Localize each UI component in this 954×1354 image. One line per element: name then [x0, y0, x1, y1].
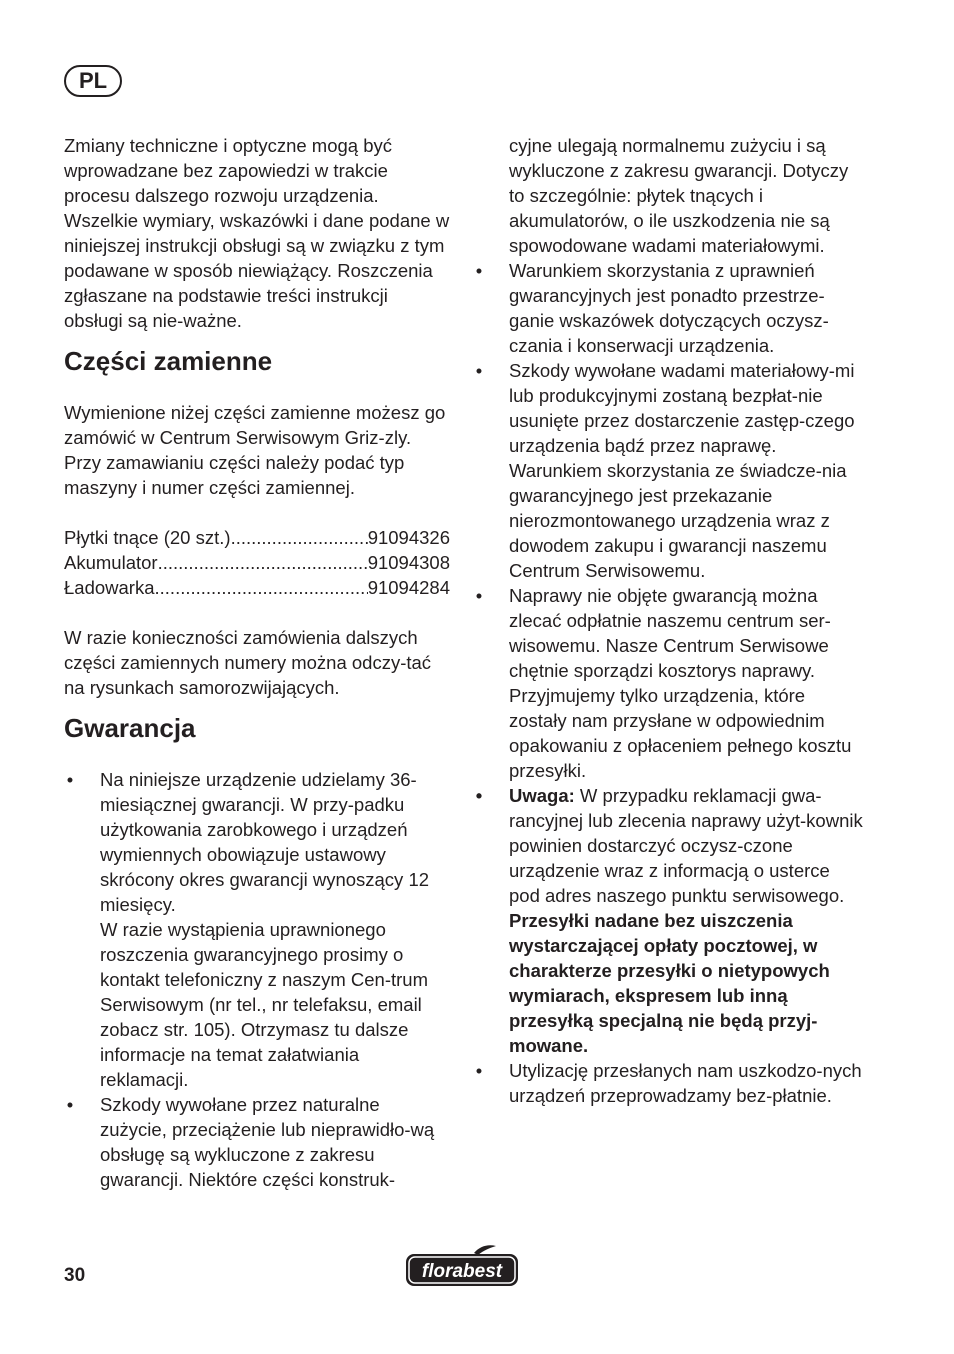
page-number: 30: [64, 1265, 86, 1286]
warranty-item-text: Szkody wywołane przez naturalne zużycie, przeciążenie lub nieprawidło-wą obsługę są wykluczone z zakresu gwarancji. Niektóre części konstruk-: [100, 1094, 435, 1190]
bullet-icon: [473, 583, 485, 608]
note-label: Uwaga:: [509, 785, 575, 806]
bullet-icon: [64, 1092, 76, 1117]
warranty-heading: Gwarancja: [64, 713, 196, 743]
warranty-item-text: Utylizację przesłanych nam uszkodzo-nych urządzeń przeprowadzamy bez-płatnie.: [509, 1060, 862, 1106]
part-name: Akumulator: [64, 552, 158, 573]
spare-part-row: [64, 550, 450, 575]
spare-part-row: [64, 575, 450, 600]
intro-paragraph: Zmiany techniczne i optyczne mogą być wprowadzane bez zapowiedzi w trakcie procesu dalszego rozwoju urządzenia. Wszelkie wymiary, wskazówki i dane podane w niniejszej instrukcji obsługi są w związku z tym podawane w sposób niewiążący. Roszczenia zgłaszane na podstawie treści instrukcji obsługi są nie-ważne.: [64, 135, 450, 331]
warranty-list-left: [64, 767, 450, 1192]
leader-dots: [231, 525, 368, 550]
leader-dots: [158, 550, 368, 575]
spare-parts-outro: W razie konieczności zamówienia dalszych części zamiennych numery można odczy-tać na rysunkach samorozwijających.: [64, 627, 432, 698]
bullet-icon: [473, 358, 485, 383]
language-badge: PL: [64, 65, 122, 97]
note-text: W przypadku reklamacji gwa-rancyjnej lub zlecenia naprawy użyt-kownik powinien dostarczyć oczysz-czone urządzenie wraz z informacją o usterce pod adres naszego punktu serwisowego.: [509, 785, 863, 906]
part-name: Płytki tnące (20 szt.): [64, 527, 231, 548]
left-column: [64, 133, 450, 1192]
bullet-icon: [473, 1058, 485, 1083]
spare-part-row: [64, 525, 450, 550]
florabest-logo: [404, 1244, 520, 1290]
warranty-item: [473, 583, 863, 783]
warranty-list-right: [473, 258, 863, 1108]
bullet-icon: [473, 258, 485, 283]
warranty-note-item: [473, 783, 863, 1058]
spare-parts-intro: Wymienione niżej części zamienne możesz go zamówić w Centrum Serwisowym Griz-zly. Przy zamawianiu części należy podać typ maszyny i numer części zamiennej.: [64, 402, 446, 498]
logo-text: florabest: [421, 1261, 503, 1282]
warranty-item-text: Szkody wywołane wadami materiałowy-mi lub produkcyjnymi zostaną bezpłat-nie usunięte przez dostarczenie zastęp-czego urządzenia bądź przez naprawę. Warunkiem skorzystania ze świadcze-nia gwarancyjnego jest przekazanie nierozmontowanego urządzenia wraz z dowodem zakupu i gwarancji naszemu Centrum Serwisowemu.: [509, 360, 855, 581]
part-number: 91094308: [367, 552, 450, 573]
spare-parts-list: [64, 525, 450, 600]
warranty-item-text-cont: W razie wystąpienia uprawnionego roszczenia gwarancyjnego prosimy o kontakt telefoniczny z naszym Cen-trum Serwisowym (nr tel., nr telefaksu, email zobacz str. 105). Otrzymasz tu dalsze informacje na temat załatwiania reklamacji.: [100, 919, 428, 1090]
warranty-item-text: Na niniejsze urządzenie udzielamy 36-miesiącznej gwarancji. W przy-padku użytkowania zarobkowego i urządzeń wymiennych obowiązuje ustawowy skrócony okres gwarancji wynoszący 12 miesięcy.: [100, 769, 430, 915]
part-number: 91094284: [367, 577, 450, 598]
bullet-icon: [473, 783, 485, 808]
warranty-item-continued: cyjne ulegają normalnemu zużyciu i są wykluczone z zakresu gwarancji. Dotyczy to szczególnie: płytek tnących i akumulatorów, o ile uszkodzenia nie są spowodowane wadami materiałowymi.: [509, 135, 849, 256]
leader-dots: [155, 575, 368, 600]
note-bold-text: Przesyłki nadane bez uiszczenia wystarczającej opłaty pocztowej, w charakterze przesyłki o nietypowych wymiarach, ekspresem lub inną przesyłką specjalną nie będą przyj-mowane.: [509, 910, 830, 1056]
warranty-item: [64, 767, 450, 1092]
logo-leaf: [474, 1245, 496, 1255]
warranty-item: [64, 1092, 450, 1192]
part-name: Ładowarka: [64, 577, 155, 598]
warranty-item: [473, 1058, 863, 1108]
warranty-item: [473, 258, 863, 358]
warranty-item-text: Warunkiem skorzystania z uprawnień gwarancyjnych jest ponadto przestrze-ganie wskazówek dotyczących oczysz-czania i konserwacji urządzenia.: [509, 260, 829, 356]
part-number: 91094326: [367, 527, 450, 548]
warranty-item: [473, 358, 863, 583]
spare-parts-heading: Części zamienne: [64, 346, 273, 376]
warranty-item-text: Naprawy nie objęte gwarancją można zlecać odpłatnie naszemu centrum ser-wisowemu. Nasze Centrum Serwisowe chętnie sporządzi kosztorys naprawy. Przyjmujemy tylko urządzenia, które zostały nam przysłane w odpowiednim opakowaniu z opłaceniem pełnego kosztu przesyłki.: [509, 585, 852, 781]
bullet-icon: [64, 767, 76, 792]
right-column: [473, 133, 863, 1108]
